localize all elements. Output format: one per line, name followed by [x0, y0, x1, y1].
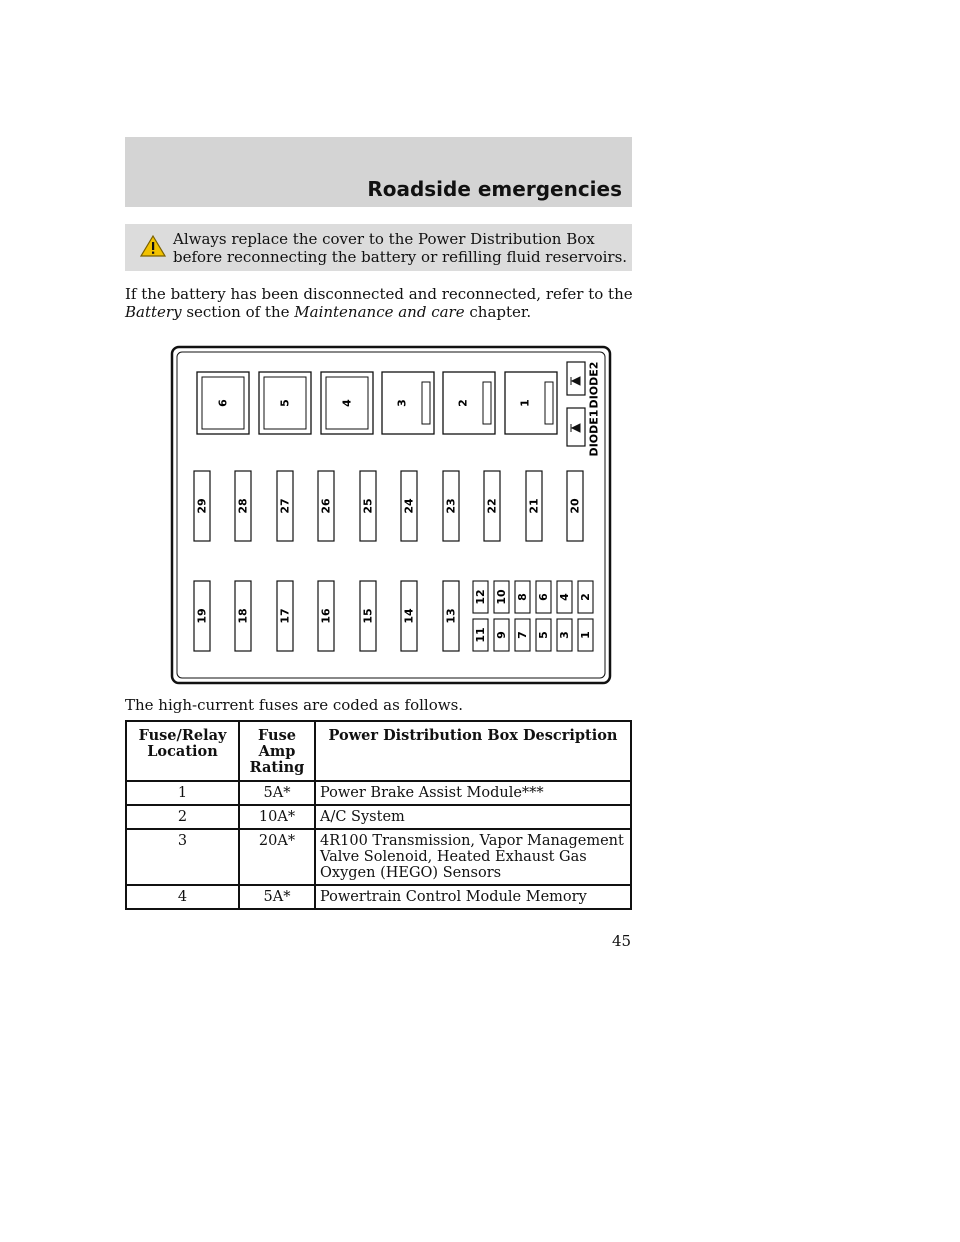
fuse-label: 9: [495, 631, 508, 639]
fuse-label: 24: [402, 498, 416, 514]
fuse-label: 1: [579, 631, 592, 639]
warning-triangle-icon: [140, 234, 166, 258]
section-header: [125, 137, 632, 207]
fuse-label: 14: [402, 608, 416, 624]
header-rating: Fuse Amp Rating: [239, 721, 315, 781]
cell-rating: 20A*: [239, 829, 315, 885]
fuse-label: 29: [195, 498, 209, 514]
table-row: [126, 829, 631, 885]
fuse-label: 16: [319, 608, 333, 624]
battery-paragraph: [125, 285, 635, 321]
warning-box: [125, 224, 632, 271]
fuse-label: 8: [516, 593, 529, 601]
paragraph-text: chapter.: [464, 303, 532, 321]
cell-description: Power Brake Assist Module***: [315, 781, 631, 805]
fuse-label: 20: [568, 498, 582, 514]
fuse-label: 5: [537, 631, 550, 639]
relay-label: 6: [216, 399, 230, 407]
fuse-label: 10: [495, 589, 508, 605]
fuse-label: 21: [527, 498, 541, 514]
fuse-label: 12: [474, 589, 487, 605]
cell-description: Powertrain Control Module Memory: [315, 885, 631, 909]
relay-label: 2: [456, 399, 470, 407]
cell-rating: 5A*: [239, 781, 315, 805]
fuse-label: 27: [278, 498, 292, 514]
battery-reference: Battery: [125, 303, 182, 321]
fuse-label: 28: [236, 498, 250, 514]
diode-2: [567, 362, 585, 395]
paragraph-text: If the battery has been disconnected and reconnected, refer to the: [125, 285, 633, 303]
fuse-label: 26: [319, 498, 333, 514]
relay-label: 4: [340, 399, 354, 407]
fuse-label: 4: [558, 593, 571, 601]
warning-text: Always replace the cover to the Power Distribution Box before reconnecting the battery or refilling fluid reservoirs.: [173, 230, 628, 266]
relay-label: 3: [395, 399, 409, 407]
relay-label: 1: [518, 399, 532, 407]
power-distribution-box-diagram: [170, 345, 612, 685]
fuse-table: [125, 720, 632, 910]
header-location: Fuse/Relay Location: [126, 721, 239, 781]
fuse-label: 13: [444, 608, 458, 624]
paragraph-text: section of the: [181, 303, 295, 321]
fuse-label: 6: [537, 593, 550, 601]
page-number: 45: [612, 932, 632, 950]
relay-label: 5: [278, 399, 292, 407]
diode2-label: DIODE2: [587, 361, 601, 409]
table-row: [126, 885, 631, 909]
diode-1: [567, 408, 585, 446]
table-row: [126, 805, 631, 829]
cell-location: 1: [126, 781, 239, 805]
header-description: Power Distribution Box Description: [315, 721, 631, 781]
fuse-label: 7: [516, 631, 529, 639]
fuse-label: 17: [278, 608, 292, 624]
fuse-label: 11: [474, 627, 487, 643]
cell-description: 4R100 Transmission, Vapor Management Valve Solenoid, Heated Exhaust Gas Oxygen (HEGO) Sensors: [315, 829, 631, 885]
cell-location: 4: [126, 885, 239, 909]
cell-location: 2: [126, 805, 239, 829]
cell-location: 3: [126, 829, 239, 885]
cell-rating: 10A*: [239, 805, 315, 829]
table-caption: The high-current fuses are coded as follows.: [125, 696, 464, 714]
fuse-label: 15: [361, 608, 375, 624]
fuse-label: 2: [579, 593, 592, 601]
fuse-label: 23: [444, 498, 458, 514]
cell-description: A/C System: [315, 805, 631, 829]
table-header-row: [126, 721, 631, 781]
table-row: [126, 781, 631, 805]
cell-rating: 5A*: [239, 885, 315, 909]
fuse-box-svg: [170, 345, 612, 685]
fuse-label: 18: [236, 608, 250, 624]
fuse-label: 3: [558, 631, 571, 639]
diode1-label: DIODE1: [587, 409, 601, 457]
fuse-label: 25: [361, 498, 375, 514]
chapter-reference: Maintenance and care: [294, 303, 465, 321]
fuse-label: 22: [485, 498, 499, 514]
fuse-label: 19: [195, 608, 209, 624]
section-title: Roadside emergencies: [367, 177, 622, 201]
